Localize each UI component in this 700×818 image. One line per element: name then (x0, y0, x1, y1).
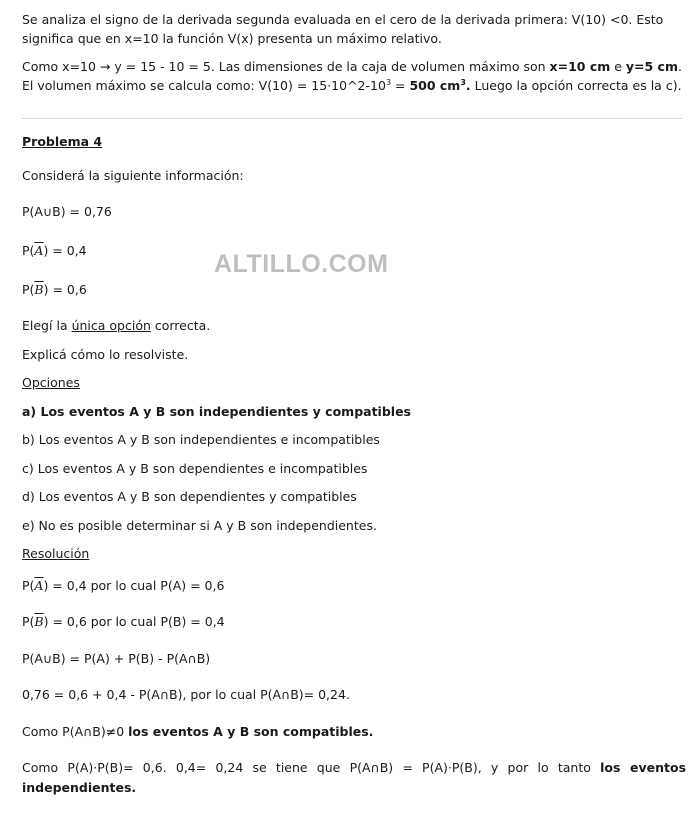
complement-a: $\overline{A}$ (34, 578, 44, 593)
resolution-step-6: Como P(A)·P(B)= 0,6. 0,4= 0,24 se tiene que P(A∩B) = P(A)·P(B), y por lo tanto los eventos (22, 760, 687, 775)
resolution-step-3: P(A∪B) = P(A) + P(B) - P(A∩B) (22, 651, 211, 666)
p2-x-value: x=10 cm (549, 59, 611, 74)
compatible-conclusion: los eventos A y B son compatibles. (128, 724, 374, 739)
p2-text-c: e (610, 59, 626, 74)
p2-y-value: y=5 cm (625, 59, 678, 74)
options-heading: Opciones (22, 375, 80, 390)
p2-text-i: Luego la opción correcta es la c). (470, 78, 682, 93)
instruction-emphasis: única opción (71, 318, 151, 333)
p2-text-e: . El volumen máximo se calcula como: V(10) = 15·10^2-10 (22, 59, 682, 93)
p2-exponent: 3 (385, 77, 392, 87)
p2-volume-exponent: 3 (460, 77, 466, 87)
p2-text-a: Como x=10 → y = 15 - 10 = 5. Las dimensiones de la caja de volumen máximo son (22, 59, 550, 74)
p2-text-f: = (391, 78, 410, 93)
option-c: c) Los eventos A y B son dependientes e incompatibles (22, 461, 368, 476)
resolution-heading: Resolución (22, 546, 90, 561)
complement-b: $\overline{B}$ (34, 614, 44, 629)
complement-a: $\overline{A}$ (34, 243, 44, 258)
watermark: ALTILLO.COM (214, 250, 389, 278)
given-union: P(A∪B) = 0,76 (22, 204, 112, 219)
option-b: b) Los eventos A y B son independientes e incompatibles (22, 432, 380, 447)
resolution-step-2: $P(\overline{B}) = 0,6$ por lo cual P(B) = 0,4 (22, 614, 225, 629)
resolution-step-5: Como P(A∩B)≠0 los eventos A y B son compatibles. (22, 724, 374, 739)
option-d: d) Los eventos A y B son dependientes y compatibles (22, 489, 357, 504)
resolution-step-1: $P(\overline{A}) = 0,4$ por lo cual P(A) = 0,6 (22, 578, 225, 593)
instruction: Elegí la única opción correcta. (22, 318, 211, 333)
intro-paragraph-1: Se analiza el signo de la derivada segunda evaluada en el cero de la derivada primera: V(10) <0. Esto significa que en x=10 la función V(x) presenta un máximo relativo. (22, 12, 664, 46)
explain-instruction: Explicá cómo lo resolviste. (22, 347, 189, 362)
resolution-step-4: 0,76 = 0,6 + 0,4 - P(A∩B), por lo cual P(A∩B)= 0,24. (22, 687, 350, 702)
section-divider (22, 118, 682, 119)
independent-conclusion-a: los eventos (600, 760, 687, 775)
independent-conclusion-b: independientes. (22, 780, 137, 795)
option-a: a) Los eventos A y B son independientes y compatibles (22, 404, 411, 419)
given-not-a: $P(\overline{A}) = 0,4$ (22, 243, 87, 258)
problem-intro: Considerá la siguiente información: (22, 168, 244, 183)
problem-title: Problema 4 (22, 134, 103, 149)
intro-paragraph-2 (22, 57, 686, 95)
p2-volume-value: 500 $cm^3$. (409, 77, 471, 93)
given-not-b: $P(\overline{B}) = 0,6$ (22, 282, 87, 297)
complement-b: $\overline{B}$ (34, 282, 44, 297)
option-e: e) No es posible determinar si A y B son independientes. (22, 518, 377, 533)
